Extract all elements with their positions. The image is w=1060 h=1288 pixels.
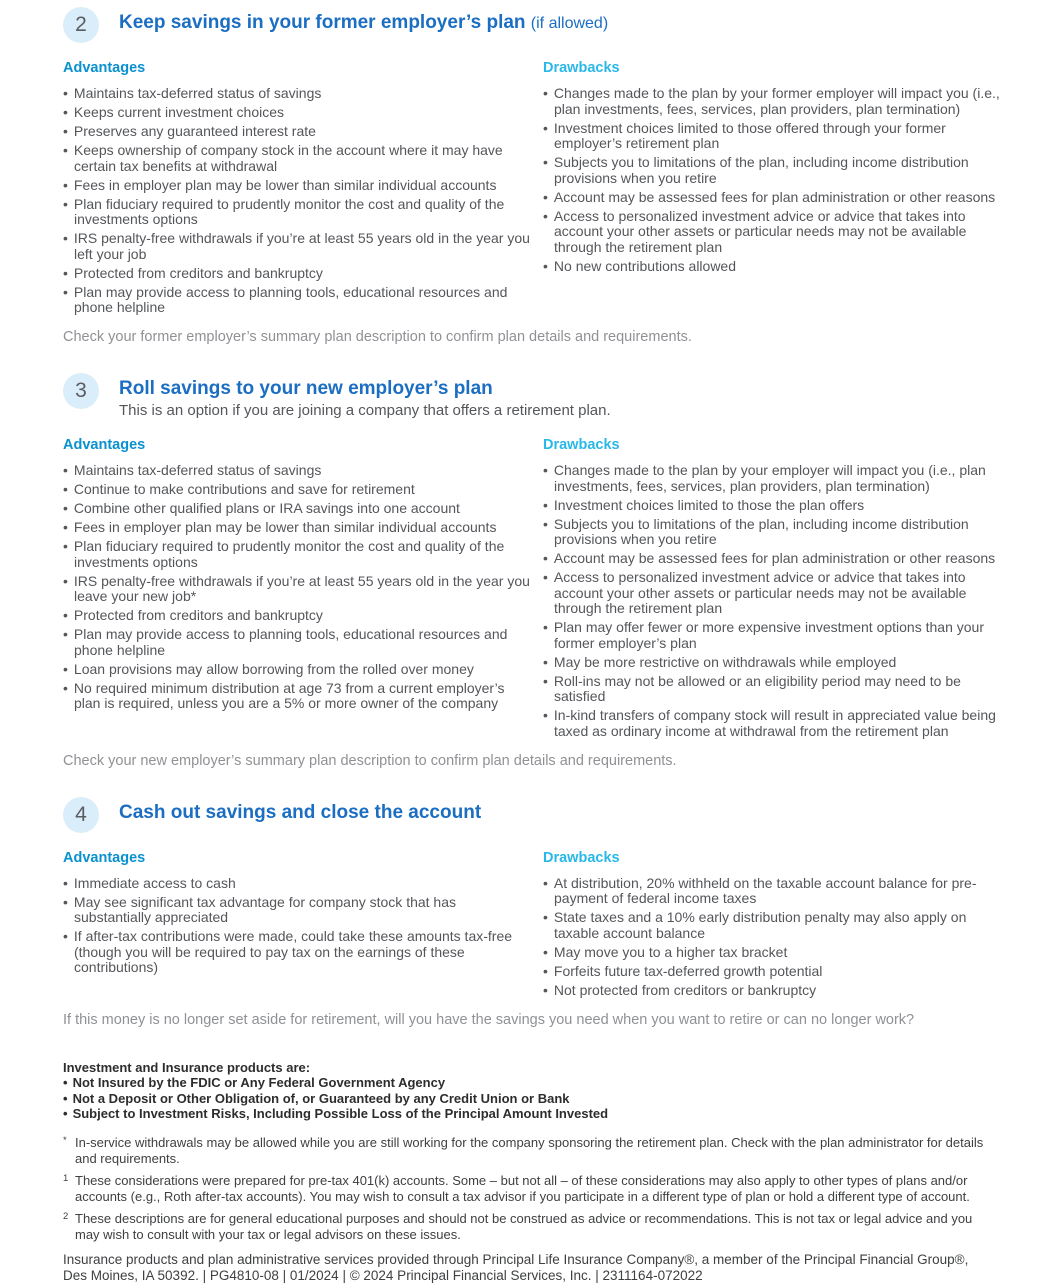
- bullet-item: • Fees in employer plan may be lower than similar individual accounts: [63, 178, 531, 194]
- bullet-item: • Roll-ins may not be allowed or an eligibility period may need to be satisfied: [543, 674, 1000, 705]
- bullet-item: • Maintains tax-deferred status of savings: [63, 86, 531, 102]
- advantages-heading: Advantages: [63, 60, 146, 76]
- section-title-suffix: (if allowed): [530, 15, 609, 32]
- bullet-item: • Access to personalized investment advice or advice that takes into account your other assets or particular needs may not be available through the retirement plan: [543, 570, 1000, 617]
- footnote-text: In-service withdrawals may be allowed while you are still working for the company sponsoring the retirement plan. Check with the plan administrator for details and requirements.: [75, 1134, 984, 1166]
- section-header: [63, 7, 1000, 43]
- section-keep-savings: [63, 7, 1000, 346]
- bullet-item: • Continue to make contributions and save for retirement: [63, 482, 531, 498]
- pros-cons-columns: [63, 850, 1000, 1002]
- bullet-item: • Plan fiduciary required to prudently monitor the cost and quality of the investments options: [63, 197, 531, 228]
- section-number-badge: [63, 797, 99, 833]
- plan-note: Check your new employer’s summary plan description to confirm plan details and requirements.: [63, 752, 677, 769]
- footnote-1: [63, 1173, 1000, 1205]
- bullet-item: • Subjects you to limitations of the plan, including income distribution provisions when you retire: [543, 517, 1000, 548]
- section-number: 2: [75, 13, 87, 36]
- drawbacks-column: [543, 60, 1000, 278]
- bullet-item: • IRS penalty-free withdrawals if you’re at least 55 years old in the year you leave your new job*: [63, 574, 531, 605]
- bullet-item: • No new contributions allowed: [543, 259, 1000, 275]
- section-number: 4: [75, 802, 87, 826]
- plan-note: Check your former employer’s summary plan description to confirm plan details and requirements.: [63, 329, 692, 345]
- bullet-item: • Plan may provide access to planning tools, educational resources and phone helpline: [63, 627, 531, 658]
- bullet-item: • Forfeits future tax-deferred growth potential: [543, 964, 1000, 980]
- footnote-text: These considerations were prepared for pre-tax 401(k) accounts. Some – but not all – of these considerations may also apply to other types of plans and/or accounts (e.g., Roth after-tax accounts). You may wish to consult a tax advisor if you participate in a different type of plan or hold a different type of account.: [75, 1172, 970, 1204]
- footnotes: [63, 1135, 1000, 1243]
- section-title: [119, 378, 611, 400]
- bullet-item: • May move you to a higher tax bracket: [543, 945, 1000, 961]
- bullet-item: • Immediate access to cash: [63, 876, 531, 892]
- section-cash-out: [63, 797, 1000, 1029]
- section-title: [119, 12, 608, 35]
- section-title-text: Roll savings to your new employer’s plan: [119, 378, 493, 399]
- bullet-item: • Not Insured by the FDIC or Any Federal Government Agency: [63, 1075, 1000, 1091]
- bullet-item: • Plan may provide access to planning tools, educational resources and phone helpline: [63, 285, 531, 316]
- bullet-item: • Keeps ownership of company stock in the account where it may have certain tax benefits at withdrawal: [63, 143, 531, 174]
- advantages-column: [63, 60, 531, 319]
- bullet-item: • Subjects you to limitations of the plan, including income distribution provisions when you retire: [543, 155, 1000, 186]
- bullet-item: • Not protected from creditors or bankruptcy: [543, 983, 1000, 999]
- section-title: [119, 802, 481, 824]
- advantages-list: [63, 463, 531, 712]
- bullet-item: • Account may be assessed fees for plan administration or other reasons: [543, 551, 1000, 567]
- bullet-item: • Plan may offer fewer or more expensive investment options than your former employer’s plan: [543, 620, 1000, 651]
- bullet-item: • Protected from creditors and bankruptcy: [63, 608, 531, 624]
- section-roll-to-new-plan: [63, 373, 1000, 770]
- footnote-marker: *: [63, 1134, 67, 1146]
- bullet-item: • May be more restrictive on withdrawals while employed: [543, 655, 1000, 671]
- pros-cons-columns: [63, 437, 1000, 743]
- bullet-item: • IRS penalty-free withdrawals if you’re at least 55 years old in the year you left your job: [63, 231, 531, 262]
- bullet-item: • Not a Deposit or Other Obligation of, or Guaranteed by any Credit Union or Bank: [63, 1091, 1000, 1107]
- bullet-item: • Investment choices limited to those offered through your former employer’s retirement plan: [543, 121, 1000, 152]
- bullet-item: • At distribution, 20% withheld on the taxable account balance for pre-payment of federal income taxes: [543, 876, 1000, 907]
- drawbacks-list: [543, 86, 1000, 274]
- section-title-text: Keep savings in your former employer’s plan: [119, 12, 526, 33]
- drawbacks-list: [543, 876, 1000, 999]
- bullet-item: • Combine other qualified plans or IRA savings into one account: [63, 501, 531, 517]
- footer-line-1: Insurance products and plan administrative services provided through Principal Life Insurance Company®, a member of the Principal Financial Group®,: [63, 1251, 969, 1267]
- investment-disclosure: [63, 1060, 1000, 1122]
- bullet-item: • Fees in employer plan may be lower than similar individual accounts: [63, 520, 531, 536]
- bullet-item: • Keeps current investment choices: [63, 105, 531, 121]
- bullet-item: • If after-tax contributions were made, could take these amounts tax-free (though you will be required to pay tax on the earnings of these contributions): [63, 929, 531, 976]
- bullet-item: • In-kind transfers of company stock will result in appreciated value being taxed as ordinary income at withdrawal from the retirement plan: [543, 708, 1000, 739]
- bullet-item: • Plan fiduciary required to prudently monitor the cost and quality of the investments options: [63, 539, 531, 570]
- drawbacks-column: [543, 850, 1000, 1002]
- bullet-item: • Access to personalized investment advice or advice that takes into account your other assets or particular needs may not be available through the retirement plan: [543, 209, 1000, 256]
- advantages-column: [63, 850, 531, 980]
- section-number-badge: [63, 7, 99, 43]
- footnote-marker: 1: [63, 1172, 69, 1184]
- bullet-item: • Changes made to the plan by your employer will impact you (i.e., plan investments, fees, services, plan providers, plan termination): [543, 463, 1000, 494]
- advantages-heading: Advantages: [63, 437, 146, 453]
- bullet-item: • Subject to Investment Risks, Including Possible Loss of the Principal Amount Invested: [63, 1106, 1000, 1122]
- bullet-item: • Investment choices limited to those the plan offers: [543, 498, 1000, 514]
- footnote-asterisk: [63, 1135, 1000, 1167]
- bullet-item: • State taxes and a 10% early distribution penalty may also apply on taxable account balance: [543, 910, 1000, 941]
- drawbacks-column: [543, 437, 1000, 743]
- drawbacks-heading: Drawbacks: [543, 849, 620, 866]
- bullet-item: • Account may be assessed fees for plan administration or other reasons: [543, 190, 1000, 206]
- advantages-list: [63, 876, 531, 976]
- closing-question: If this money is no longer set aside for retirement, will you have the savings you need when you want to retire or can no longer work?: [63, 1011, 915, 1028]
- drawbacks-heading: Drawbacks: [543, 437, 620, 453]
- bullet-item: • No required minimum distribution at age 73 from a current employer’s plan is required, unless you are a 5% or more owner of the company: [63, 681, 531, 712]
- bullet-item: • Maintains tax-deferred status of savings: [63, 463, 531, 479]
- advantages-heading: Advantages: [63, 849, 146, 866]
- footnote-2: [63, 1211, 1000, 1243]
- section-header-text: [119, 797, 481, 824]
- disclosure-heading: Investment and Insurance products are:: [63, 1059, 311, 1075]
- legal-footer: [63, 1252, 1000, 1284]
- section-header: [63, 797, 1000, 833]
- pros-cons-columns: [63, 60, 1000, 319]
- footnote-text: These descriptions are for general educational purposes and should not be construed as advice or recommendations. This is not tax or legal advice and you may wish to consult with your tax or legal advisors on these issues.: [75, 1210, 973, 1242]
- bullet-item: • Loan provisions may allow borrowing from the rolled over money: [63, 662, 531, 678]
- section-header-text: [119, 7, 608, 35]
- section-title-text: Cash out savings and close the account: [119, 801, 482, 823]
- advantages-column: [63, 437, 531, 715]
- bullet-item: • May see significant tax advantage for company stock that has substantially appreciated: [63, 895, 531, 926]
- bullet-item: • Protected from creditors and bankruptcy: [63, 266, 531, 282]
- disclosure-list: [63, 1075, 1000, 1122]
- section-header: [63, 373, 1000, 420]
- section-number: 3: [75, 379, 87, 402]
- drawbacks-heading: Drawbacks: [543, 60, 620, 76]
- section-number-badge: [63, 373, 99, 409]
- drawbacks-list: [543, 463, 1000, 739]
- footer-line-2: Des Moines, IA 50392. | PG4810-08 | 01/2024 | © 2024 Principal Financial Services, Inc. | 2311164-072022: [63, 1267, 703, 1283]
- bullet-item: • Changes made to the plan by your former employer will impact you (i.e., plan investments, fees, services, plan providers, plan termination): [543, 86, 1000, 117]
- advantages-list: [63, 86, 531, 316]
- section-subtitle: This is an option if you are joining a company that offers a retirement plan.: [119, 402, 611, 419]
- bullet-item: • Preserves any guaranteed interest rate: [63, 124, 531, 140]
- footnote-marker: 2: [63, 1210, 69, 1222]
- section-header-text: [119, 373, 611, 420]
